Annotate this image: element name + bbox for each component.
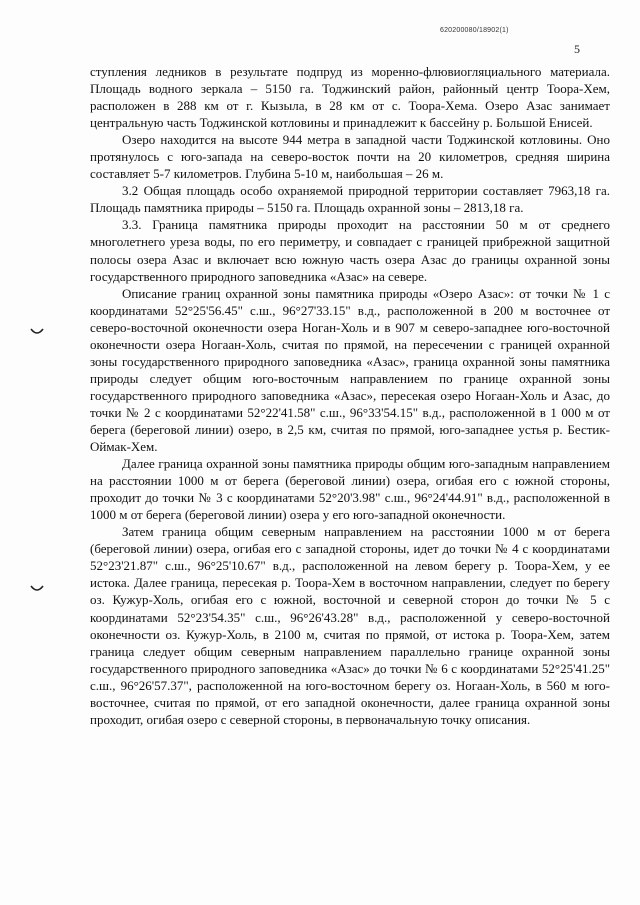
paragraph-point-3: Далее граница охранной зоны памятника природы общим юго-западным направлением на расстоянии 1000 м от берега (береговой линии) озера, огибая его с южной стороны, проходит до точки № 3 с координатами 52°20'3.98" с.ш., 96°24'44.91" в.д., расположенной в 1000 м от берега (береговой линии) озера у его юго-западной оконечности. <box>90 456 610 523</box>
document-body <box>90 63 610 728</box>
page-number: 5 <box>574 42 580 56</box>
paragraph-lake-location: Озеро находится на высоте 944 метра в западной части Тоджинской котловины. Оно протянулось с юго-запада на северо-восток почти на 20 километров, средняя ширина составляет 5-7 километров. Глубина 5-10 м, наибольшая – 26 м. <box>90 132 610 182</box>
paragraph-point-1-2: Описание границ охранной зоны памятника природы «Озеро Азас»: от точки № 1 с координатами 52°25'56.45" с.ш., 96°27'33.15" в.д., расположенной в 200 м восточнее от северо-восточной оконечности озера Ноган-Холь и в 907 м северо-западнее юго-восточной оконечности озера Ногаан-Холь, считая по прямой, на пересечении с границей охранной зоны государственного природного заповедника «Азас», граница охранной зоны памятника природы следует общим юго-восточным направлением по границе охранной зоны государственного природного заповедника «Азас», пересекая озеро Ногаан-Холь и Азас, до точки № 2 с координатами 52°22'41.58" с.ш., 96°33'54.15" в.д., расположенной в 1 000 м от берега (береговой линии) озеро, в 2,5 км, считая по прямой, юго-западнее устья р. Бестик-Оймак-Хем. <box>90 285 610 455</box>
paragraph-total-area: 3.2 Общая площадь особо охраняемой природной территории составляет 7963,18 га. Площадь памятника природы – 5150 га. Площадь охранной зоны – 2813,18 га. <box>90 183 610 216</box>
paragraph-lake-origin: ступления ледников в результате подпруд из моренно-флювиогляциального материала. Площадь водного зеркала – 5150 га. Тоджинский район, районный центр Тоора-Хем, расположен в 288 км от г. Кызыла, в 28 км от с. Тоора-Хема. Озеро Азас занимает центральную часть Тоджинской котловины и принадлежит к бассейну р. Большой Енисей. <box>90 64 610 131</box>
document-id: 620200080/18902(1) <box>440 27 509 34</box>
paragraph-point-4-6: Затем граница общим северным направлением на расстоянии 1000 м от берега (береговой линии) озера, огибая его с западной стороны, идет до точки № 4 с координатами 52°23'21.87" с.ш., 96°25'10.67" в.д., расположенной на левом берегу р. Тоора-Хем, у ее истока. Далее граница, пересекая р. Тоора-Хем в восточном направлении, следует по берегу оз. Кужур-Холь, огибая его с южной, восточной и северной сторон до точки № 5 с координатами 52°23'54.35" с.ш., 96°26'43.28" в.д., расположенной у северо-восточной оконечности оз. Кужур-Холь, в 2100 м, считая по прямой, от истока р. Тоора-Хем, затем граница следует общим северным направлением параллельно границе охранной зоны государственного природного заповедника «Азас» до точки № 6 с координатами 52°25'41.25" с.ш., 96°26'57.37", расположенной на юго-восточном берегу оз. Ногаан-Холь, в 560 м юго-восточнее, считая по прямой, от его западной оконечности, далее граница охранной зоны проходит, огибая озеро с северной стороны, в первоначальную точку описания. <box>90 524 610 727</box>
margin-bracket-icon <box>30 327 44 337</box>
paragraph-boundary: 3.3. Граница памятника природы проходит на расстоянии 50 м от среднего многолетнего уреза воды, по его периметру, и совпадает с границей прибрежной защитной полосы озера Азас и включает всю южную часть озера Азас до границы охранной зоны государственного природного заповедника «Азас» на севере. <box>90 217 610 284</box>
margin-bracket-icon <box>30 584 44 594</box>
